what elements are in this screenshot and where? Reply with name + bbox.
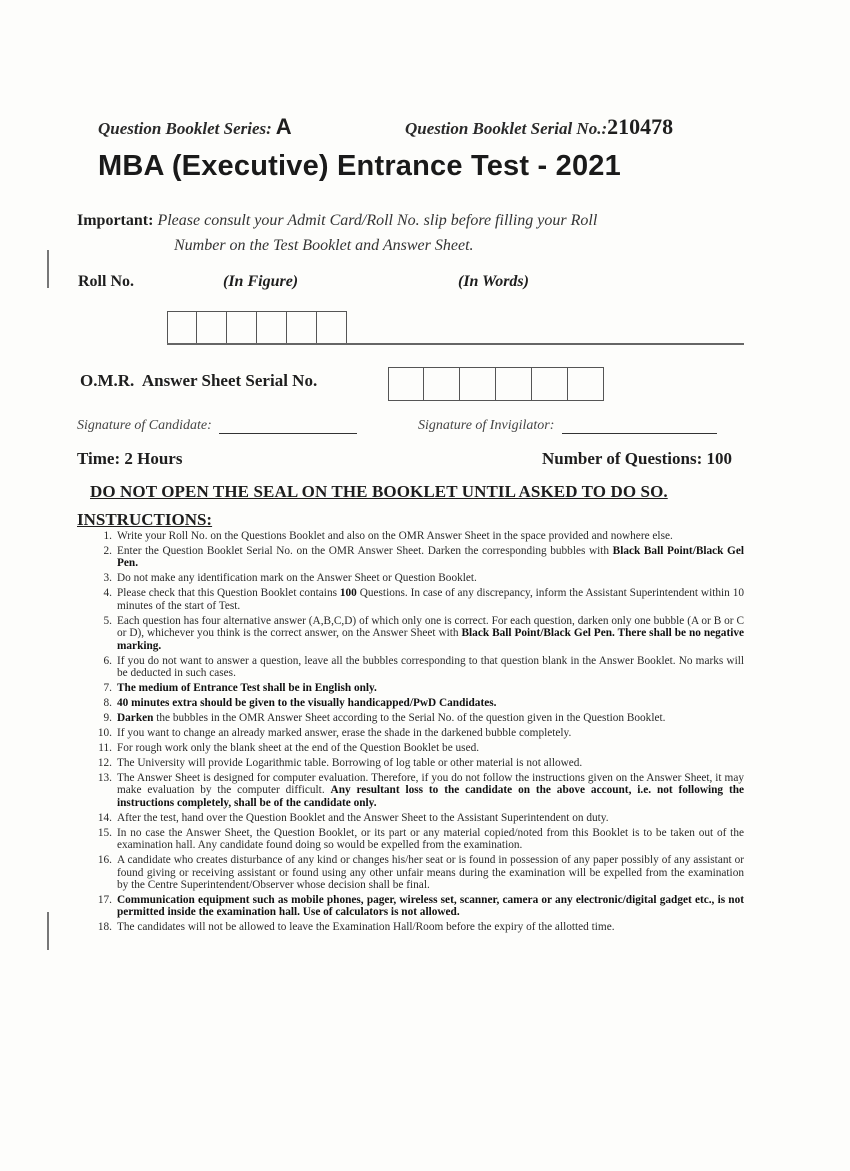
instructions-heading: INSTRUCTIONS: [77,510,213,529]
omr-serial-label: O.M.R. Answer Sheet Serial No. [80,371,318,390]
instruction-item [94,727,744,739]
instruction-item [94,572,744,584]
instruction-number: 3. [103,572,112,585]
instruction-text-bold: Darken [117,712,154,725]
page-title: MBA (Executive) Entrance Test - 2021 [98,150,621,182]
instruction-item [94,854,744,891]
instruction-number: 15. [97,826,112,839]
instruction-text-bold: The medium of Entrance Test shall be in English only. [117,682,377,695]
candidate-signature [77,418,357,434]
roll-label: Roll No. [78,273,134,290]
omr-digit-box[interactable] [532,367,568,401]
instruction-text: Do not make any identification mark on the Answer Sheet or Question Booklet. [117,572,477,585]
series-value: A [275,114,292,139]
instruction-number: 16. [97,854,112,867]
instruction-number: 9. [103,712,112,725]
instruction-number: 13. [97,772,112,785]
instruction-text-bold: Communication equipment such as mobile phones, pager, wireless set, scanner, camera or any electronic/digital gadget etc., is not permitted inside the examination hall. Use of calculators is not allowed. [117,894,744,919]
number-of-questions: Number of Questions: 100 [542,449,732,468]
seal-warning: DO NOT OPEN THE SEAL ON THE BOOKLET UNTIL ASKED TO DO SO. [90,482,668,501]
instruction-item [94,921,744,933]
instruction-number: 10. [97,727,112,740]
instruction-number: 14. [97,811,112,824]
instruction-item [94,615,744,652]
serial-value: 210478 [607,114,674,139]
instruction-text: Enter the Question Booklet Serial No. on the OMR Answer Sheet. Darken the corresponding bubbles with [117,545,613,557]
omr-serial-boxes [388,367,604,401]
instruction-item [94,742,744,754]
instruction-text-bold: 100 [339,587,357,600]
roll-number-boxes [167,311,347,344]
instruction-text: Questions. In case of any discrepancy, inform the Assistant Superintendent within 10 minutes of the start of Test. [117,587,744,612]
instruction-item [94,682,744,694]
instruction-text: Write your Roll No. on the Questions Booklet and also on the OMR Answer Sheet in the space provided and nowhere else. [117,530,673,542]
roll-in-words-label: (In Words) [458,273,529,290]
roll-digit-box[interactable] [287,311,317,344]
instruction-number: 12. [97,757,112,770]
instruction-item [94,712,744,724]
roll-digit-box[interactable] [197,311,227,344]
exam-meta-row [77,449,732,469]
instruction-text: Each question has four alternative answer (A,B,C,D) of which only one is correct. For each question, darken only one bubble (A or B or C or D), whichever you think is the correct answer, on the Answer Sheet with [117,614,744,640]
instruction-number: 2. [103,545,112,557]
instruction-item [94,757,744,769]
instruction-text: Please check that this Question Booklet contains [117,587,340,600]
roll-digit-box[interactable] [227,311,257,344]
instruction-number: 7. [103,682,112,695]
important-label: Important: [77,212,154,229]
instruction-text: After the test, hand over the Question Booklet and the Answer Sheet to the Assistant Superintendent on duty. [117,811,609,824]
instruction-text: If you do not want to answer a question, leave all the bubbles corresponding to that question blank in the Answer Booklet. No marks will be deducted in such cases. [117,654,744,680]
omr-digit-box[interactable] [424,367,460,401]
invigilator-signature-line[interactable] [562,433,717,434]
instruction-text: the bubbles in the OMR Answer Sheet according to the Serial No. of the question given in the Question Booklet. [153,712,666,725]
instruction-item [94,827,744,852]
instruction-item [94,587,744,612]
instruction-text-bold: Black Ball Point/Black Gel Pen. There shall be no negative marking. [117,627,745,652]
instruction-number: 18. [97,921,112,934]
instruction-item [94,697,744,709]
invigilator-signature-label: Signature of Invigilator: [418,418,555,433]
margin-mark-bottom [47,912,49,950]
instruction-number: 5. [103,614,112,627]
important-line-1: Please consult your Admit Card/Roll No. slip before filling your Roll [157,212,598,229]
instruction-text: The University will provide Logarithmic table. Borrowing of log table or other material is not allowed. [117,757,583,770]
roll-in-words-line[interactable] [167,343,744,345]
instruction-item [94,812,744,824]
booklet-header [98,114,740,144]
important-note [77,208,757,258]
series-label: Question Booklet Series: [98,119,272,138]
instruction-text-bold: Any resultant loss to the candidate on the above account, i.e. not following the instructions completely, shall be of the candidate only. [117,784,745,809]
roll-digit-box[interactable] [167,311,197,344]
instruction-text: For rough work only the blank sheet at the end of the Question Booklet be used. [117,742,480,755]
instruction-text: If you want to change an already marked answer, erase the shade in the darkened bubble completely. [117,727,572,740]
roll-digit-box[interactable] [317,311,347,344]
instruction-number: 6. [103,654,112,667]
instruction-number: 4. [103,587,112,600]
instruction-item [94,894,744,919]
candidate-signature-label: Signature of Candidate: [77,418,212,433]
instruction-number: 17. [97,894,112,907]
candidate-signature-line[interactable] [219,433,357,434]
omr-digit-box[interactable] [496,367,532,401]
instruction-text: In no case the Answer Sheet, the Question Booklet, or its part or any material copied/noted from this Booklet is to be taken out of the examination hall. Any candidate found doing so would be expelled from the examination. [117,826,744,852]
roll-number-row [78,273,758,291]
time-allowed: Time: 2 Hours [77,449,183,468]
instruction-item [94,530,744,542]
instruction-number: 1. [103,530,112,542]
instruction-number: 11. [98,742,112,755]
instruction-item [94,545,744,570]
instruction-item [94,772,744,809]
roll-digit-box[interactable] [257,311,287,344]
roll-in-figure-label: (In Figure) [223,273,299,290]
serial-block [405,114,673,140]
instruction-text: The candidates will not be allowed to leave the Examination Hall/Room before the expiry of the allotted time. [117,921,615,934]
instruction-text-bold: Black Ball Point/Black Gel Pen. [117,545,744,570]
omr-digit-box[interactable] [460,367,496,401]
serial-label: Question Booklet Serial No.: [405,119,608,138]
important-line-2: Number on the Test Booklet and Answer Sheet. [174,237,474,254]
invigilator-signature [418,418,717,434]
instruction-item [94,655,744,680]
instruction-text: A candidate who creates disturbance of any kind or changes his/her seat or is found in possession of any paper possibly of any assistant or found giving or receiving assistant or found using any other unfair means during the examination will be expelled from the examination by the Centre Superintendent/Observer whose decision shall be final. [117,854,744,892]
instruction-text-bold: 40 minutes extra should be given to the visually handicapped/PwD Candidates. [117,697,497,710]
instruction-text: The Answer Sheet is designed for computer evaluation. Therefore, if you do not follow the instructions given on the Answer Sheet, it may make evaluation by the computer difficult. [117,772,744,797]
instructions-list [94,530,744,936]
omr-digit-box[interactable] [388,367,424,401]
margin-mark-top [47,250,49,288]
instruction-number: 8. [103,697,112,710]
omr-digit-box[interactable] [568,367,604,401]
